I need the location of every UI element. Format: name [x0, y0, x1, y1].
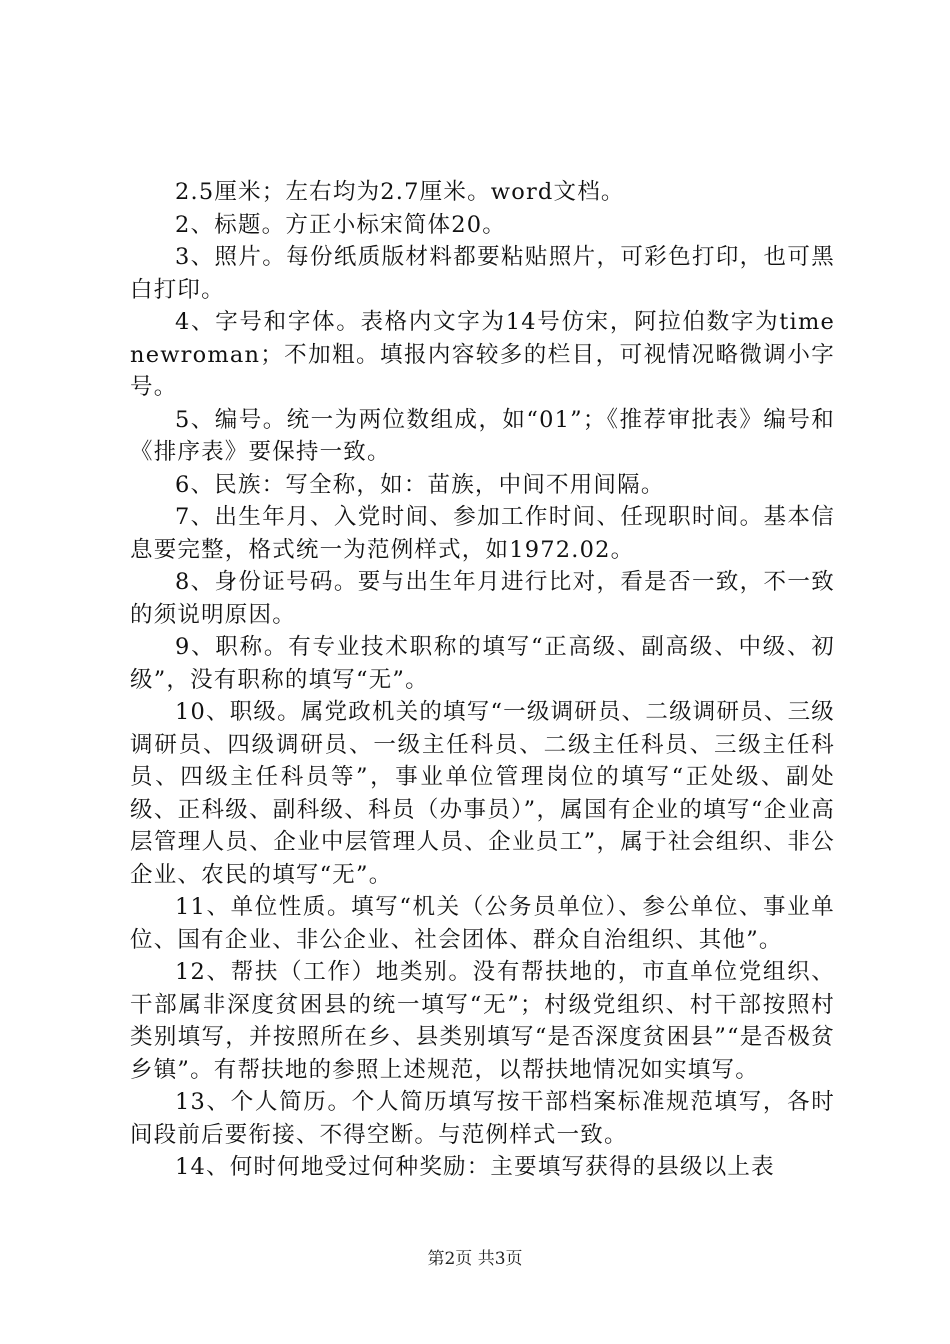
paragraph-ethnicity: 6、民族：写全称，如：苗族，中间不用间隔。: [175, 471, 665, 498]
paragraph-resume: 13、个人简历。个人简历填写按干部档案标准规范填写，各时间段前后要衔接、不得空断。与范例样式一致。: [130, 1089, 835, 1148]
paragraph-numbering: 5、编号。统一为两位数组成，如“01”；《推荐审批表》编号和《排序表》要保持一致。: [130, 406, 835, 465]
paragraph-dates: 7、出生年月、入党时间、参加工作时间、任现职时间。基本信息要完整，格式统一为范例样式，如1972.02。: [130, 504, 835, 563]
paragraph-id-number: 8、身份证号码。要与出生年月进行比对，看是否一致，不一致的须说明原因。: [130, 569, 835, 628]
paragraph-font-size: 4、字号和字体。表格内文字为14号仿宋，阿拉伯数字为timenewroman；不加粗。填报内容较多的栏目，可视情况略微调小字号。: [130, 309, 835, 400]
document-body: [130, 176, 835, 1184]
paragraph-job-level: 10、职级。属党政机关的填写“一级调研员、二级调研员、三级调研员、四级调研员、一级主任科员、二级主任科员、三级主任科员、四级主任科员等”，事业单位管理岗位的填写“正处级、副处级、正科级、副科级、科员（办事员）”，属国有企业的填写“企业高层管理人员、企业中层管理人员、企业员工”，属于社会组织、非公企业、农民的填写“无”。: [130, 699, 835, 888]
paragraph-title-rank: 9、职称。有专业技术职称的填写“正高级、副高级、中级、初级”，没有职称的填写“无”。: [130, 634, 835, 693]
paragraph-margins: 2.5厘米；左右均为2.7厘米。word文档。: [175, 179, 625, 205]
page-footer: 第2页 共3页: [427, 1249, 523, 1269]
paragraph-title-font: 2、标题。方正小标宋简体20。: [175, 211, 506, 238]
paragraph-awards: 14、何时何地受过何种奖励：主要填写获得的县级以上表: [175, 1154, 775, 1180]
paragraph-unit-type: 11、单位性质。填写“机关（公务员单位）、参公单位、事业单位、国有企业、非公企业、社会团体、群众自治组织、其他”。: [130, 894, 835, 953]
paragraph-photo: 3、照片。每份纸质版材料都要粘贴照片，可彩色打印，也可黑白打印。: [130, 244, 835, 303]
paragraph-assistance-area: 12、帮扶（工作）地类别。没有帮扶地的，市直单位党组织、干部属非深度贫困县的统一填写“无”；村级党组织、村干部按照村类别填写，并按照所在乡、县类别填写“是否深度贫困县”“是否极贫乡镇”。有帮扶地的参照上述规范，以帮扶地情况如实填写。: [130, 959, 835, 1083]
